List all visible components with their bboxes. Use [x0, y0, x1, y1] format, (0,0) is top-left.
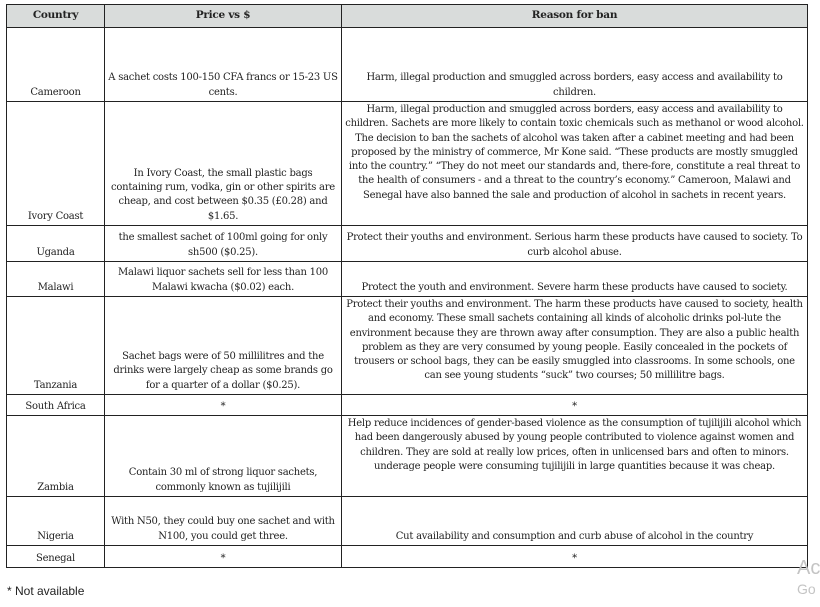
- table-row: [7, 546, 808, 568]
- footnote: * Not available: [7, 584, 85, 598]
- table-row: [7, 416, 808, 497]
- price-cell: In Ivory Coast, the small plastic bags containing rum, vodka, gin or other spirits are cheap, and cost between $0.35 (£0.28) and $1.65.: [105, 102, 342, 226]
- price-cell: With N50, they could buy one sachet and with N100, you could get three.: [105, 497, 342, 546]
- table-row: [7, 102, 808, 226]
- price-cell: *: [105, 395, 342, 416]
- header-price: Price vs $: [105, 5, 342, 28]
- table-row: [7, 497, 808, 546]
- country-cell: Cameroon: [7, 28, 105, 102]
- reason-cell: Protect the youth and environment. Severe harm these products have caused to society.: [342, 262, 808, 297]
- price-cell: Sachet bags were of 50 millilitres and the drinks were largely cheap as some brands go for a quarter of a dollar ($0.25).: [105, 297, 342, 395]
- table-row: [7, 226, 808, 262]
- reason-cell: Harm, illegal production and smuggled across borders, easy access and availability to children. Sachets are more likely to contain toxic chemicals such as methanol or wood alcohol. The decision to ban the sachets of alcohol was taken after a cabinet meeting and had been proposed by the ministry of commerce, Mr Kone said. “These products are mostly smuggled into the country.” “They do not meet our standards and, there-fore, constitute a real threat to the health of consumers - and a threat to the country’s economy.” Cameroon, Malawi and Senegal have also banned the sale and production of alcohol in sachets in recent years.: [342, 102, 808, 226]
- reason-cell: Harm, illegal production and smuggled across borders, easy access and availability to children.: [342, 28, 808, 102]
- reason-cell: Protect their youths and environment. Serious harm these products have caused to society. To curb alcohol abuse.: [342, 226, 808, 262]
- country-cell: Uganda: [7, 226, 105, 262]
- country-cell: South Africa: [7, 395, 105, 416]
- table-row: [7, 262, 808, 297]
- country-cell: Ivory Coast: [7, 102, 105, 226]
- price-cell: *: [105, 546, 342, 568]
- watermark-line-1: Ac: [797, 557, 820, 579]
- country-cell: Malawi: [7, 262, 105, 297]
- country-cell: Zambia: [7, 416, 105, 497]
- header-reason: Reason for ban: [342, 5, 808, 28]
- price-cell: A sachet costs 100-150 CFA francs or 15-23 US cents.: [105, 28, 342, 102]
- table-row: [7, 297, 808, 395]
- price-cell: Malawi liquor sachets sell for less than 100 Malawi kwacha ($0.02) each.: [105, 262, 342, 297]
- table-row: [7, 28, 808, 102]
- reason-cell: Help reduce incidences of gender-based violence as the consumption of tujilijili alcohol which had been dangerously abused by young people contributed to violence against women and children. They are sold at really low prices, often in unlicensed bars and often to minors. underage people were consuming tujilijili in large quantities because it was cheap.: [342, 416, 808, 497]
- reason-cell: Cut availability and consumption and curb abuse of alcohol in the country: [342, 497, 808, 546]
- country-cell: Senegal: [7, 546, 105, 568]
- reason-cell: Protect their youths and environment. The harm these products have caused to society, health and economy. These small sachets containing all kinds of alcoholic drinks pol-lute the environment because they are thrown away after consumption. They are also a public health problem as they are very consumed by young people. Easily concealed in the pockets of trousers or school bags, they can be easily smuggled into classrooms. In some schools, one can see young students “suck” two courses; 50 millilitre bags.: [342, 297, 808, 395]
- header-country: Country: [7, 5, 105, 28]
- watermark-line-2: Go: [797, 581, 816, 597]
- table-row: [7, 395, 808, 416]
- price-cell: the smallest sachet of 100ml going for only sh500 ($0.25).: [105, 226, 342, 262]
- price-cell: Contain 30 ml of strong liquor sachets, commonly known as tujilijili: [105, 416, 342, 497]
- reason-cell: *: [342, 395, 808, 416]
- reason-cell: *: [342, 546, 808, 568]
- activation-watermark: [797, 557, 820, 603]
- country-cell: Tanzania: [7, 297, 105, 395]
- country-cell: Nigeria: [7, 497, 105, 546]
- sachet-ban-table: [6, 4, 808, 568]
- table-header-row: [7, 5, 808, 28]
